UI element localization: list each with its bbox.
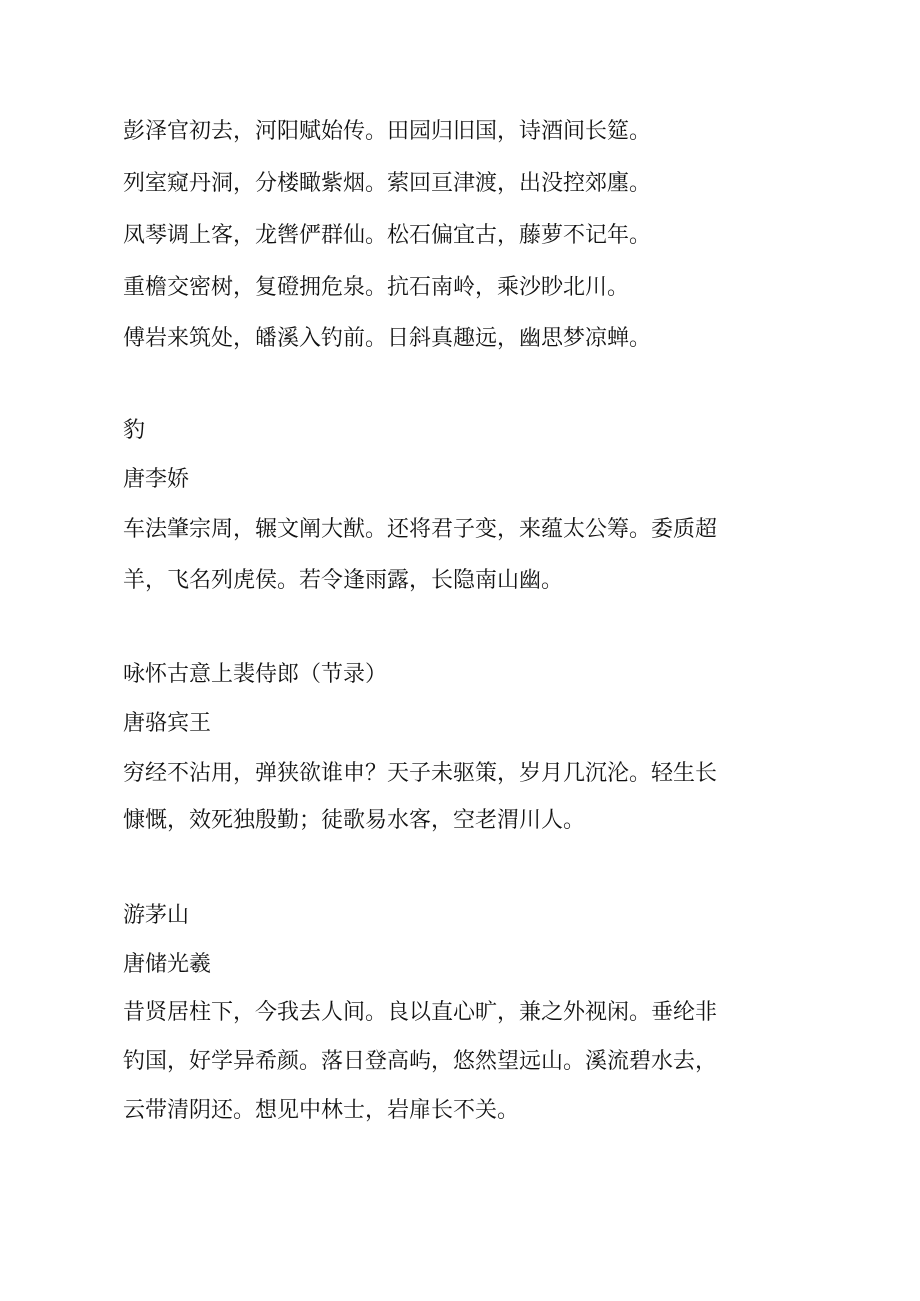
poem-line: 穷经不沾用，弹狭欲谁申？天子未驱策，岁月几沉沦。轻生长 [123, 761, 718, 786]
poem-title: 游茅山 [123, 903, 190, 928]
poem-line: 昔贤居柱下，今我去人间。良以直心旷，兼之外视闲。垂纶非 [123, 1000, 718, 1025]
poem-line: 列室窥丹洞，分楼瞰紫烟。萦回亘津渡，出没控郊廛。 [123, 171, 652, 196]
poem-line: 云带清阴还。想见中林士，岩扉长不关。 [123, 1098, 520, 1123]
poem-line: 慷慨，效死独殷勤；徒歌易水客，空老渭川人。 [123, 808, 586, 833]
poem-line: 凤琴调上客，龙辔俨群仙。松石偏宜古，藤萝不记年。 [123, 223, 652, 248]
poem-line: 羊，飞名列虎侯。若令逢雨露，长隐南山幽。 [123, 568, 564, 593]
poem-line: 车法肇宗周，辗文阐大猷。还将君子变，来蕴太公筹。委质超 [123, 517, 718, 542]
poem-line: 钓国，好学异希颜。落日登高屿，悠然望远山。溪流碧水去， [123, 1049, 718, 1074]
poem-author: 唐储光羲 [123, 952, 212, 977]
poem-title: 豹 [123, 418, 146, 443]
poem-line: 彭泽官初去，河阳赋始传。田园归旧国，诗酒间长筵。 [123, 119, 652, 144]
poem-title: 咏怀古意上裴侍郎（节录） [123, 662, 388, 687]
poem-line: 重檐交密树，复磴拥危泉。抗石南岭，乘沙眇北川。 [123, 275, 630, 300]
poem-line: 傅岩来筑处，皤溪入钓前。日斜真趣远，幽思梦凉蝉。 [123, 326, 652, 351]
poem-author: 唐李娇 [123, 467, 190, 492]
poem-author: 唐骆宾王 [123, 711, 212, 736]
